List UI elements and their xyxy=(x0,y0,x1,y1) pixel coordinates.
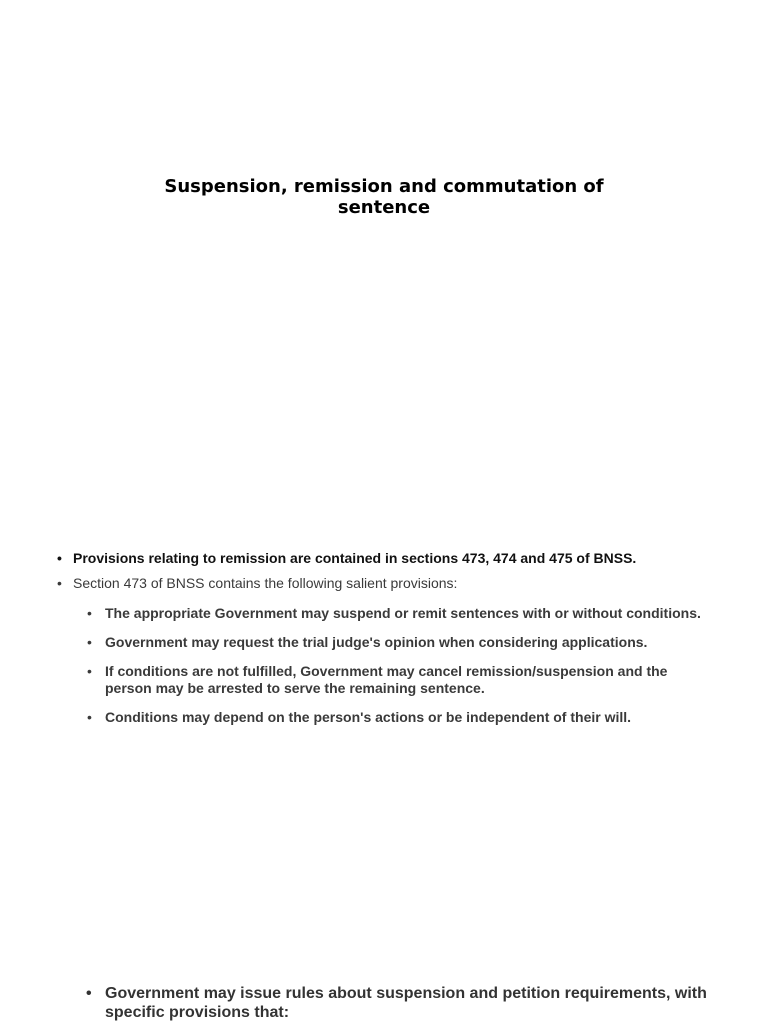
list-item-text: Government may issue rules about suspension and petition requirements, with specific provisions that: xyxy=(105,985,707,1021)
list-item xyxy=(0,709,768,726)
bullet-icon: • xyxy=(87,634,92,650)
list-item xyxy=(0,605,768,622)
list-item-text: Government may request the trial judge's opinion when considering applications. xyxy=(105,634,648,650)
page-title: Suspension, remission and commutation of sentence xyxy=(164,176,604,218)
bullet-icon: • xyxy=(57,575,62,591)
list-item-text: Provisions relating to remission are contained in sections 473, 474 and 475 of BNSS. xyxy=(73,550,637,566)
list-item xyxy=(0,634,768,651)
list-item xyxy=(0,550,768,567)
list-item xyxy=(0,663,768,697)
list-item xyxy=(0,575,768,592)
bullet-icon: • xyxy=(87,605,92,621)
sub-bullet-list xyxy=(0,605,768,738)
bullet-icon: • xyxy=(87,709,92,725)
bullet-icon: • xyxy=(86,985,92,1002)
list-item xyxy=(0,984,768,1022)
list-item-text: Section 473 of BNSS contains the following salient provisions: xyxy=(73,575,458,591)
list-item-text: The appropriate Government may suspend or remit sentences with or without conditions. xyxy=(105,605,701,621)
list-item-text: If conditions are not fulfilled, Government may cancel remission/suspension and the person may be arrested to serve the remaining sentence. xyxy=(105,663,668,696)
bullet-icon: • xyxy=(57,550,62,566)
main-bullet-list xyxy=(0,550,768,600)
list-item-text: Conditions may depend on the person's actions or be independent of their will. xyxy=(105,709,632,725)
bottom-bullet-list xyxy=(0,984,768,1022)
bullet-icon: • xyxy=(87,663,92,679)
